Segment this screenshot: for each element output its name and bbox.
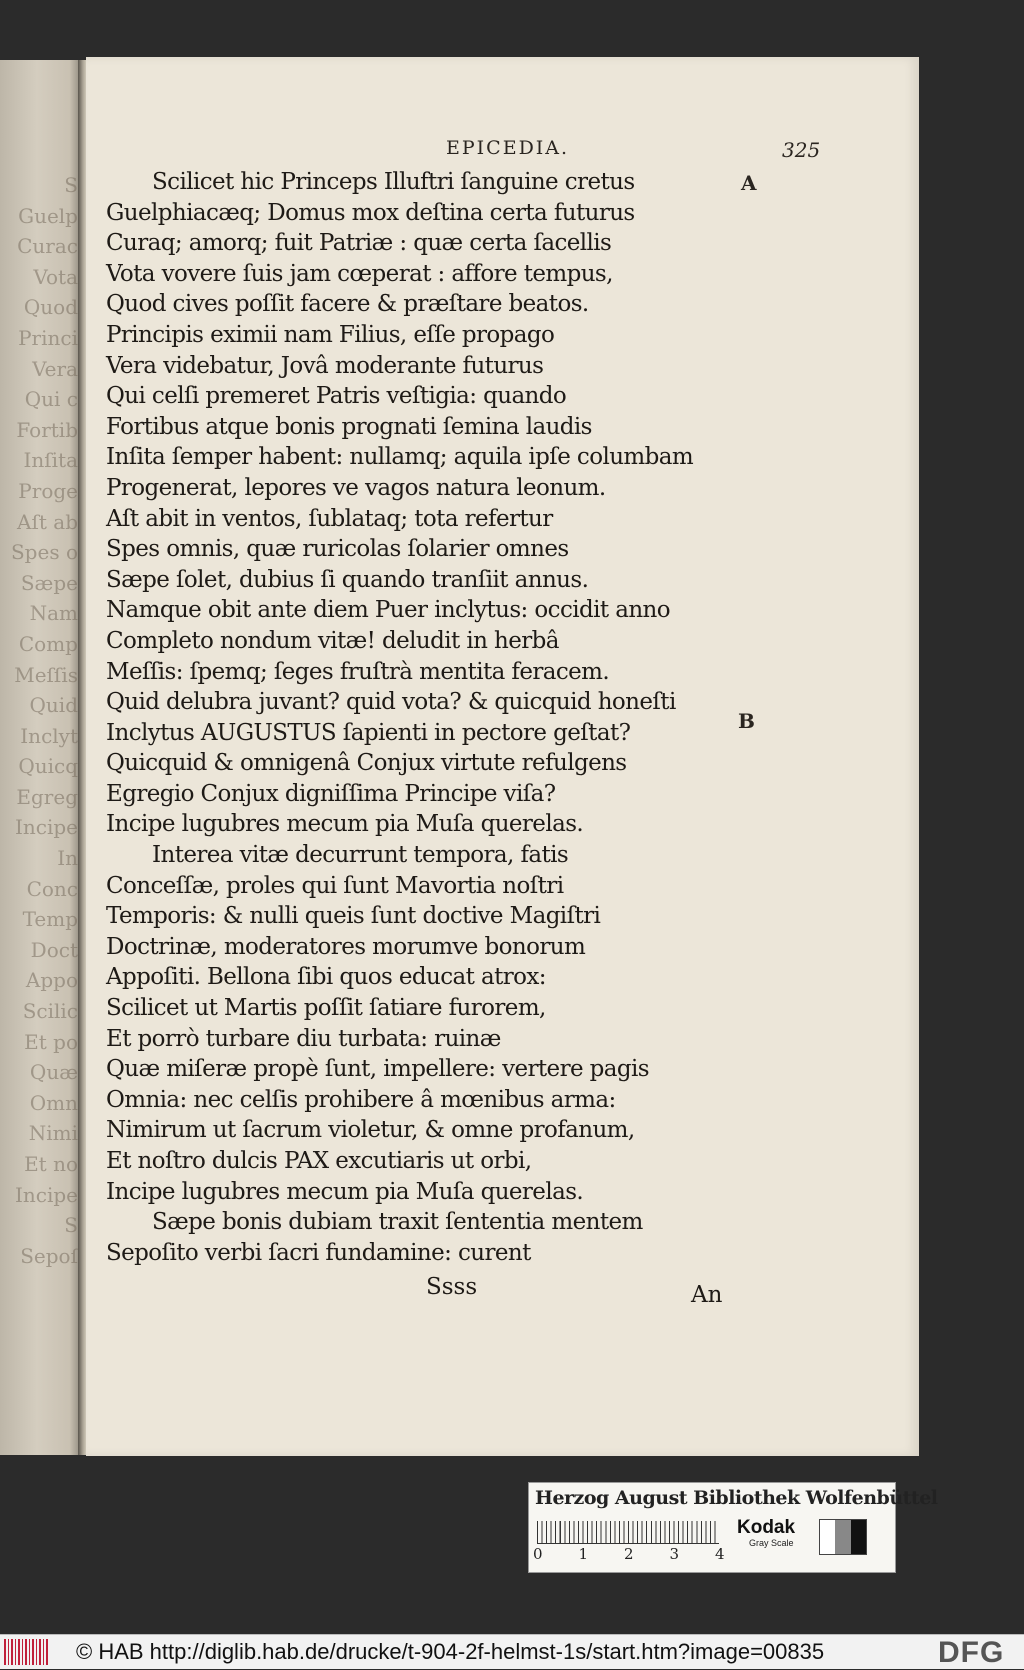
ghost-line: Quicq xyxy=(18,754,78,779)
ghost-line: Guelp xyxy=(18,203,78,228)
ghost-line: Fortib xyxy=(16,417,78,442)
verse-line: Progenerat, lepores ve vagos natura leonum. xyxy=(106,474,606,501)
ghost-line: Et po xyxy=(24,1029,78,1054)
verse-line: Sepoſito verbi ſacri fundamine: curent xyxy=(106,1239,531,1266)
verse-line: Spes omnis, quæ ruricolas ſolarier omnes xyxy=(106,536,569,563)
ghost-line: Spes o xyxy=(10,540,78,565)
verse-line: Et porrò turbare diu turbata: ruinæ xyxy=(106,1025,501,1052)
ghost-line: Vera xyxy=(32,356,78,381)
ghost-line: Vota xyxy=(33,264,78,289)
ghost-line: Inſita xyxy=(23,448,78,473)
ghost-line: Quid xyxy=(29,693,78,718)
verse-line: Quod cives poſſit facere & præſtare beatos. xyxy=(106,291,589,318)
verse-line: Quæ miſeræ propè ſunt, impellere: vertere pagis xyxy=(106,1056,650,1083)
verse-line: Quicquid & omnigenâ Conjux virtute refulgens xyxy=(106,750,627,777)
ruler-scale xyxy=(537,1521,719,1544)
verse-line: Curaq; amorq; fuit Patriæ : quæ certa ſacellis xyxy=(106,230,612,257)
verse-line: Namque obit ante diem Puer inclytus: occidit anno xyxy=(106,597,670,624)
ghost-line: Princi xyxy=(18,325,78,350)
ghost-line: Nam xyxy=(29,601,78,626)
ghost-line: Proge xyxy=(18,478,78,503)
ghost-line: Meſſis xyxy=(14,662,78,687)
margin-marker-b: B xyxy=(738,709,755,733)
ghost-line: Qui c xyxy=(24,387,78,412)
ghost-line: Aſt ab xyxy=(17,509,78,534)
verse-line: Vera videbatur, Jovâ moderante futurus xyxy=(106,352,544,379)
verse-line: Vota vovere ſuis jam cœperat : affore tempus, xyxy=(106,260,613,287)
ghost-line: Conc xyxy=(26,876,78,901)
gray-swatch xyxy=(819,1519,867,1555)
verse-line: Guelphiacæq; Domus mox deſtina certa futurus xyxy=(106,199,635,226)
left-page-show-through-text xyxy=(0,170,78,1271)
ghost-line: Temp xyxy=(22,907,78,932)
verse-line: Scilicet ut Martis poſſit ſatiare furorem, xyxy=(106,995,546,1022)
verse-line: Sæpe ſolet, dubius ſi quando tranſiit annus. xyxy=(106,566,589,593)
verse-line: Inſita ſemper habent: nullamq; aquila ipſe columbam xyxy=(106,444,694,471)
verse-line: Scilicet hic Princeps Illuftri ſanguine cretus xyxy=(152,169,635,195)
verse-line: Omnia: nec celſis prohibere â mœnibus arma: xyxy=(106,1086,616,1113)
footer-bar xyxy=(0,1634,1024,1669)
verse-line: Quid delubra juvant? quid vota? & quicquid honeſti xyxy=(106,689,676,716)
ghost-line: Curac xyxy=(17,234,78,259)
verse-line: Qui celſi premeret Patris veſtigia: quando xyxy=(106,383,567,410)
verse-line: Doctrinæ, moderatores morumve bonorum xyxy=(106,933,586,960)
running-header: EPICEDIA. xyxy=(446,137,570,159)
verse-line: Temporis: & nulli queis ſunt doctive Magiſtri xyxy=(106,903,601,930)
library-name: Herzog August Bibliothek Wolfenbüttel xyxy=(535,1487,938,1509)
kodak-brand: Kodak xyxy=(737,1517,796,1538)
signature-mark: Ssss xyxy=(426,1274,478,1300)
ghost-line: S xyxy=(64,1213,78,1238)
verse-line: Fortibus atque bonis prognati ſemina laudis xyxy=(106,413,592,440)
ghost-line: Nimi xyxy=(28,1121,78,1146)
verse-line: Meſſis: ſpemq; ſeges fruſtrà mentita feracem. xyxy=(106,658,610,685)
verse-line: Appoſiti. Bellona ſibi quos educat atrox: xyxy=(106,964,546,991)
ghost-line: In xyxy=(57,846,78,871)
ghost-line: Incipe xyxy=(14,815,78,840)
ghost-line: Egreg xyxy=(16,784,78,809)
ruler-number: 1 xyxy=(578,1545,589,1563)
book-gutter xyxy=(78,60,86,1455)
ghost-line: S xyxy=(64,173,78,197)
verse-block xyxy=(106,167,746,1268)
ghost-line: Sæpe xyxy=(20,570,78,595)
ghost-line: Comp xyxy=(18,631,78,656)
ruler-number: 4 xyxy=(715,1545,725,1563)
verse-line: Incipe lugubres mecum pia Muſa querelas. xyxy=(106,811,584,838)
verse-line: Interea vitæ decurrunt tempora, fatis xyxy=(152,842,569,869)
ghost-line: Scilic xyxy=(22,999,78,1024)
ruler-number: 0 xyxy=(533,1545,543,1563)
verse-line: Completo nondum vitæ! deludit in herbâ xyxy=(106,627,559,654)
ghost-line: Inclyt xyxy=(20,723,78,748)
source-url[interactable]: © HAB http://diglib.hab.de/drucke/t-904-2f-helmst-1s/start.htm?image=00835 xyxy=(76,1639,825,1664)
left-page-edge xyxy=(0,60,82,1455)
book-page xyxy=(86,57,919,1456)
color-scale-card xyxy=(528,1482,938,1573)
ghost-line: Omn xyxy=(29,1090,78,1115)
verse-line: Aſt abit in ventos, ſublataq; tota refertur xyxy=(106,505,553,532)
ghost-line: Quæ xyxy=(29,1060,78,1085)
verse-line: Et noſtro dulcis PAX excutiaris ut orbi, xyxy=(106,1148,532,1174)
ghost-line: Quod xyxy=(23,295,78,320)
ghost-line: Doct xyxy=(30,937,78,962)
page-number: 325 xyxy=(782,138,821,162)
verse-line: Principis eximii nam Filius, eſſe propago xyxy=(106,321,555,348)
ghost-line: Sepoſ xyxy=(20,1243,78,1268)
catchword: An xyxy=(691,1282,723,1308)
verse-line: Inclytus AUGUSTUS ſapienti in pectore geſtat? xyxy=(106,719,631,746)
verse-line: Egregio Conjux digniſſima Principe viſa? xyxy=(106,780,556,807)
ruler-number: 3 xyxy=(669,1545,680,1563)
hab-barcode-icon xyxy=(4,1639,48,1665)
verse-line: Nimirum ut ſacrum violetur, & omne profanum, xyxy=(106,1117,635,1144)
ghost-line: Et no xyxy=(24,1152,78,1176)
verse-line: Sæpe bonis dubiam traxit ſententia mentem xyxy=(152,1209,643,1236)
dfg-logo: DFG xyxy=(938,1636,1005,1669)
ghost-line: Incipe xyxy=(14,1182,78,1207)
ghost-line: Appo xyxy=(25,968,78,993)
verse-line: Incipe lugubres mecum pia Muſa querelas. xyxy=(106,1178,584,1205)
margin-marker-a: A xyxy=(741,171,757,195)
verse-line: Conceſſæ, proles qui ſunt Mavortia noſtri xyxy=(106,872,564,899)
ruler-number: 2 xyxy=(624,1545,634,1563)
gray-scale-label: Gray Scale xyxy=(749,1538,794,1548)
